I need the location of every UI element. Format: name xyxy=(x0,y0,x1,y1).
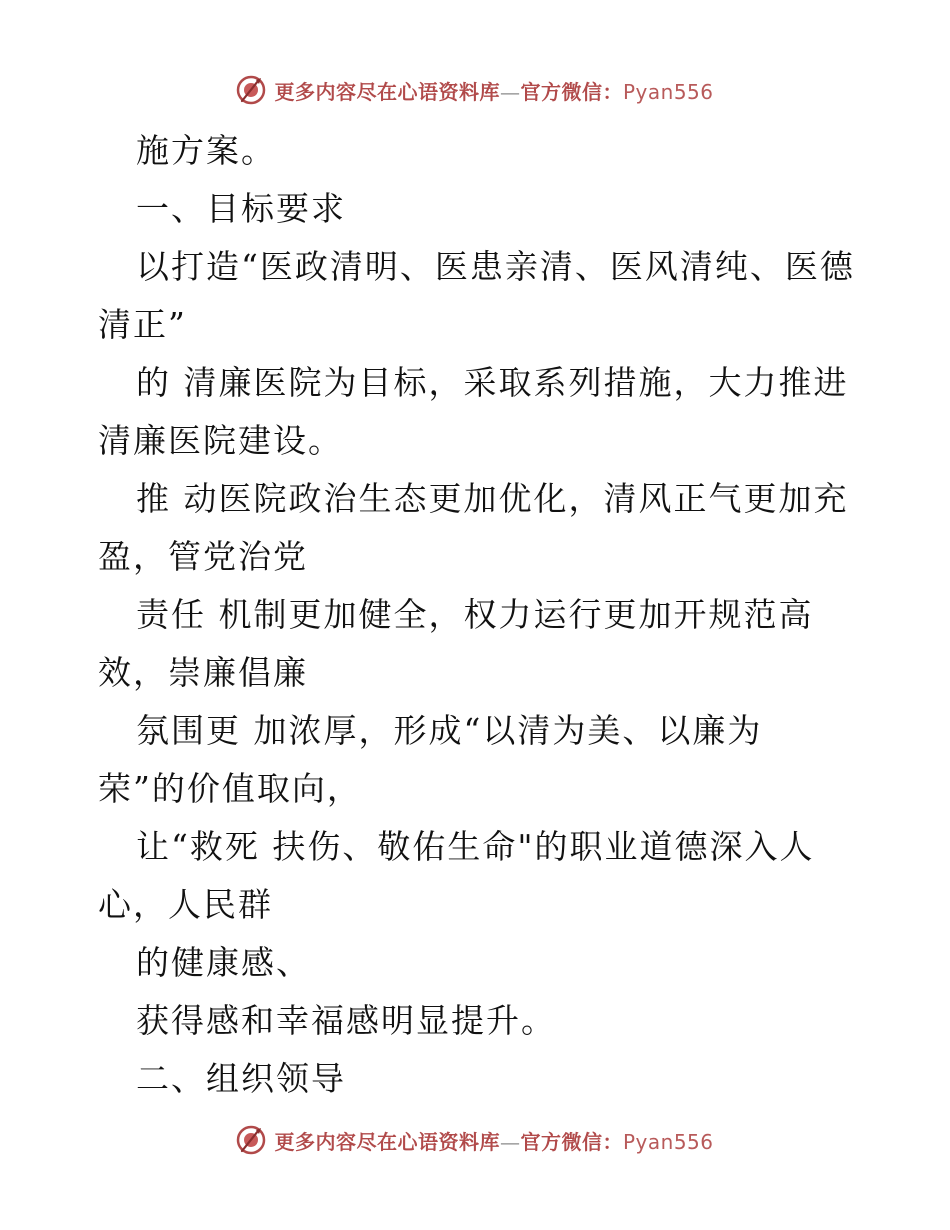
watermark-account: Pyan556 xyxy=(622,1129,714,1154)
section-heading: 二、组织领导 xyxy=(136,1059,346,1098)
section-heading: 一、目标要求 xyxy=(136,189,346,228)
text-line: 以打造“医政清明、医患亲清、医风清纯、医德 xyxy=(136,247,855,286)
text-line: 氛围更 加浓厚，形成“以清为美、以廉为 xyxy=(136,711,763,750)
watermark-text xyxy=(274,76,713,105)
text-line: 心，人民群 xyxy=(98,885,273,924)
text-line: 推 动医院政治生态更加优化，清风正气更加充 xyxy=(136,479,849,518)
watermark-label: 官方微信： xyxy=(520,79,623,104)
text-line: 责任 机制更加健全，权力运行更加开规范高 xyxy=(136,595,814,634)
text-line: 让“救死 扶伤、敬佑生命"的职业道德深入人 xyxy=(136,827,815,866)
watermark-separator: — xyxy=(499,1129,521,1154)
text-line: 的健康感、 xyxy=(136,943,311,982)
watermark-text xyxy=(274,1126,713,1155)
text-line: 清廉医院建设。 xyxy=(98,421,343,460)
text-line: 效，崇廉倡廉 xyxy=(98,653,308,692)
text-line: 获得感和幸福感明显提升。 xyxy=(136,1001,556,1040)
text-line: 荣”的价值取向， xyxy=(98,769,362,808)
text-line: 的 清廉医院为目标，采取系列措施，大力推进 xyxy=(136,363,849,402)
header-watermark xyxy=(0,72,950,108)
footer-watermark xyxy=(0,1122,950,1158)
text-line: 盈，管党治党 xyxy=(98,537,308,576)
feather-pen-logo-icon xyxy=(236,1125,266,1155)
document-body xyxy=(98,122,858,1108)
watermark-slogan: 更多内容尽在心语资料库 xyxy=(274,79,500,104)
text-line: 清正” xyxy=(98,305,187,344)
watermark-account: Pyan556 xyxy=(622,79,714,104)
feather-pen-logo-icon xyxy=(236,75,266,105)
watermark-label: 官方微信： xyxy=(520,1129,623,1154)
watermark-slogan: 更多内容尽在心语资料库 xyxy=(274,1129,500,1154)
watermark-separator: — xyxy=(499,79,521,104)
text-line: 施方案。 xyxy=(136,131,276,170)
